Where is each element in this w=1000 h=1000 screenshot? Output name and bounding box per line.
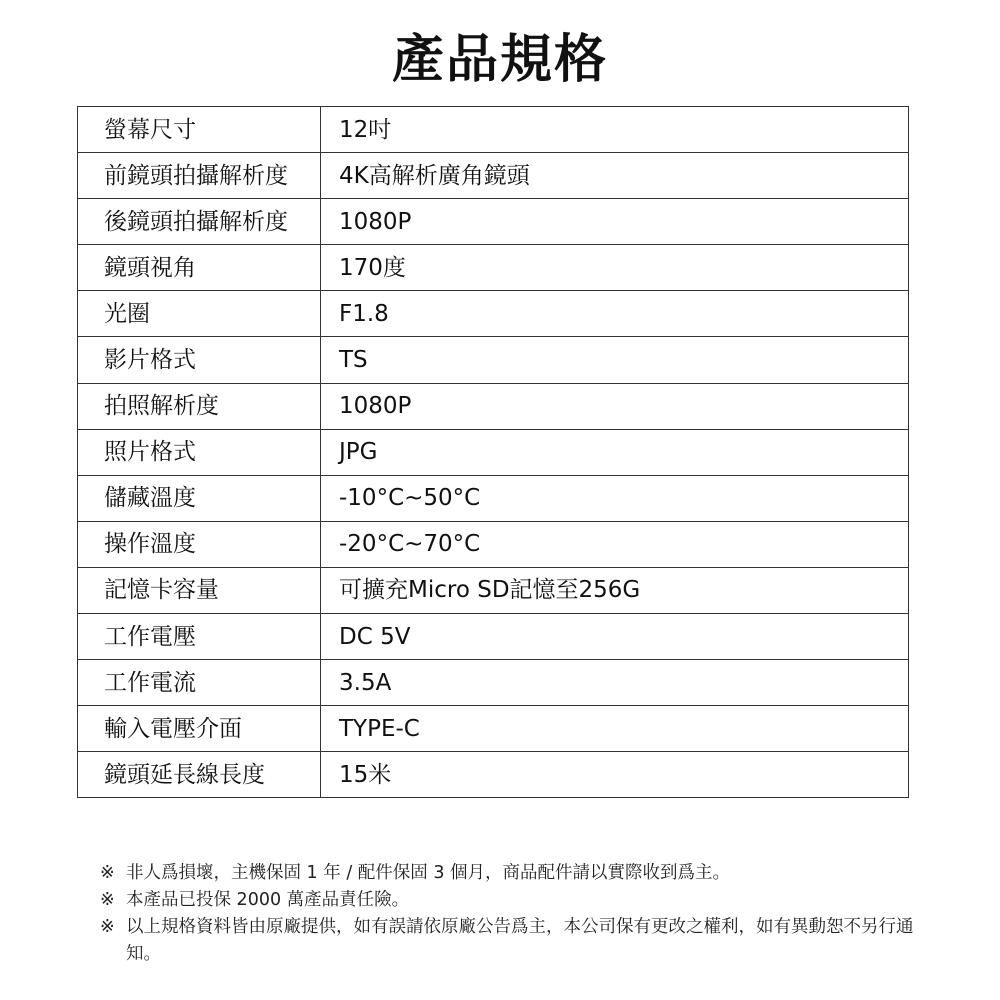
- footnote-text: 非人爲損壞，主機保固 1 年 / 配件保固 3 個月，商品配件請以實際收到爲主。: [126, 863, 731, 883]
- spec-label: 照片格式: [78, 429, 321, 475]
- spec-value: TS: [321, 337, 909, 383]
- spec-label: 輸入電壓介面: [78, 706, 321, 752]
- table-row: [78, 706, 909, 752]
- spec-value: 3.5A: [321, 660, 909, 706]
- table-row: [78, 337, 909, 383]
- spec-label: 操作溫度: [78, 521, 321, 567]
- table-row: [78, 107, 909, 153]
- page-title: 產品規格: [391, 30, 608, 90]
- spec-value: 1080P: [321, 199, 909, 245]
- footnotes: [100, 860, 930, 968]
- spec-value: -20°C~70°C: [321, 521, 909, 567]
- spec-label: 工作電壓: [78, 614, 321, 660]
- spec-value: 可擴充Micro SD記憶至256G: [321, 567, 909, 613]
- table-row: [78, 429, 909, 475]
- spec-value: F1.8: [321, 291, 909, 337]
- table-row: [78, 291, 909, 337]
- footnote-text: 本產品已投保 2000 萬產品責任險。: [126, 890, 410, 910]
- table-row: [78, 475, 909, 521]
- spec-value: 1080P: [321, 383, 909, 429]
- spec-value: JPG: [321, 429, 909, 475]
- spec-label: 鏡頭延長線長度: [78, 752, 321, 798]
- table-row: [78, 752, 909, 798]
- footnote-item: [100, 887, 930, 914]
- footnote-text: 以上規格資料皆由原廠提供，如有誤請依原廠公告爲主，本公司保有更改之權利，如有異動恕不另行通知。: [126, 917, 914, 964]
- table-row: [78, 199, 909, 245]
- spec-value: 15米: [321, 752, 909, 798]
- table-row: [78, 383, 909, 429]
- table-row: [78, 245, 909, 291]
- footnote-item: [100, 914, 930, 968]
- spec-value: 12吋: [321, 107, 909, 153]
- reference-mark-icon: ※: [100, 890, 115, 910]
- table-row: [78, 153, 909, 199]
- table-row: [78, 614, 909, 660]
- spec-label: 工作電流: [78, 660, 321, 706]
- spec-label: 螢幕尺寸: [78, 107, 321, 153]
- spec-label: 鏡頭視角: [78, 245, 321, 291]
- reference-mark-icon: ※: [100, 917, 115, 937]
- spec-value: 4K高解析廣角鏡頭: [321, 153, 909, 199]
- spec-label: 後鏡頭拍攝解析度: [78, 199, 321, 245]
- spec-value: -10°C~50°C: [321, 475, 909, 521]
- table-row: [78, 521, 909, 567]
- spec-value: DC 5V: [321, 614, 909, 660]
- table-row: [78, 660, 909, 706]
- table-row: [78, 567, 909, 613]
- spec-label: 影片格式: [78, 337, 321, 383]
- spec-label: 記憶卡容量: [78, 567, 321, 613]
- spec-label: 前鏡頭拍攝解析度: [78, 153, 321, 199]
- footnote-item: [100, 860, 930, 887]
- reference-mark-icon: ※: [100, 863, 115, 883]
- spec-label: 儲藏溫度: [78, 475, 321, 521]
- spec-value: TYPE-C: [321, 706, 909, 752]
- spec-table: [77, 106, 909, 798]
- spec-value: 170度: [321, 245, 909, 291]
- spec-label: 拍照解析度: [78, 383, 321, 429]
- spec-label: 光圈: [78, 291, 321, 337]
